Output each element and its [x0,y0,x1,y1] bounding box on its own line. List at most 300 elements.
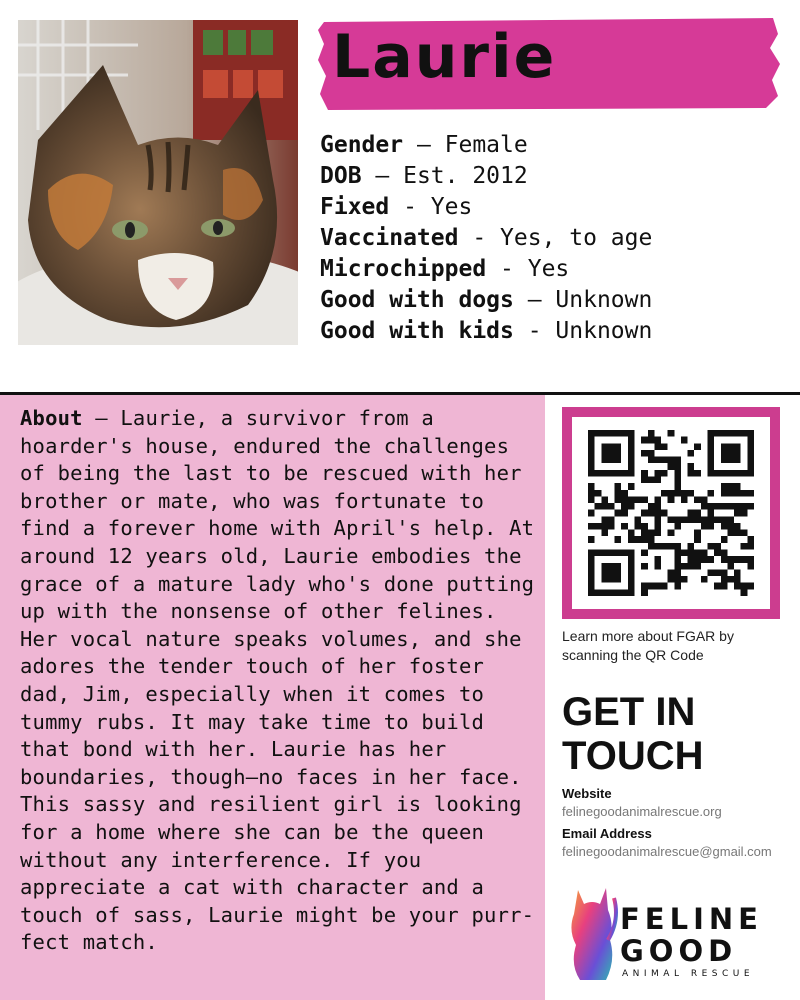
qr-module [661,470,668,477]
qr-module [727,516,734,523]
about-body: Laurie, a survivor from a hoarder's house, endured the challenges of being the last to be rescued with her brother or mate, who was fortunate to find a forever home with April's help. At around 12 years old, Laurie embodies the grace of a mature lady who's done putting up with the nonsense of other felines. Her vocal nature speaks volumes, and she adores the tender touch of her foster dad, Jim, especially when it comes to tummy rubs. It may take time to build that bond with her. Laurie has her boundaries, though—no faces in her face. This sassy and resilient girl is looking for a home where she can be the queen without any interference. If you appreciate a cat with character and a touch of sass, Laurie might be your purr-fect match. [20,406,535,955]
qr-module [694,556,701,563]
qr-module [641,563,648,570]
about-separator: – [82,406,121,430]
qr-module [588,523,595,530]
email-link[interactable]: felinegoodanimalrescue@gmail.com [562,844,772,859]
qr-module [601,569,608,576]
qr-module [601,503,608,510]
qr-module [615,450,622,457]
fact-key: Vaccinated [320,225,459,251]
qr-module [668,576,675,583]
about-label: About [20,406,83,430]
qr-module [601,457,608,464]
qr-module [641,536,648,543]
qr-module [595,503,602,510]
qr-module [634,516,641,523]
qr-module [727,483,734,490]
qr-module [608,503,615,510]
qr-module [588,556,595,563]
qr-module [734,530,741,537]
qr-module [628,463,635,470]
qr-module [641,476,648,483]
qr-module [628,556,635,563]
qr-module [615,470,622,477]
qr-module [668,430,675,437]
qr-module [727,530,734,537]
qr-module [701,503,708,510]
qr-module [668,463,675,470]
fact-key: Good with dogs [320,287,514,313]
qr-module [601,496,608,503]
fact-good-with-kids [320,316,780,347]
qr-module [734,523,741,530]
qr-module [668,543,675,550]
qr-module [608,550,615,557]
qr-module [588,437,595,444]
about-text [20,405,540,957]
qr-module [628,563,635,570]
qr-module [588,569,595,576]
fact-value: Yes [430,194,473,220]
qr-module [701,523,708,530]
qr-module [674,556,681,563]
qr-module [727,450,734,457]
qr-module [694,530,701,537]
qr-module [714,503,721,510]
qr-module [694,536,701,543]
qr-module [721,430,728,437]
qr-module [601,443,608,450]
qr-module [608,569,615,576]
fact-separator: – [361,163,404,189]
qr-module [641,510,648,517]
qr-module [641,589,648,596]
qr-module [694,563,701,570]
qr-module [588,583,595,590]
qr-module [628,483,635,490]
qr-module [701,550,708,557]
qr-module [588,483,595,490]
fact-gender [320,130,780,161]
qr-module [628,437,635,444]
fact-key: Fixed [320,194,390,220]
qr-module [674,563,681,570]
qr-module [708,543,715,550]
qr-module [621,589,628,596]
qr-module [588,457,595,464]
qr-module [721,583,728,590]
fact-fixed [320,192,780,223]
qr-module [648,503,655,510]
qr-module [747,583,754,590]
qr-module [708,569,715,576]
qr-module [608,523,615,530]
qr-module [747,457,754,464]
qr-module [741,530,748,537]
qr-module [734,430,741,437]
qr-module [668,516,675,523]
qr-module [641,583,648,590]
qr-module [721,483,728,490]
qr-module [714,430,721,437]
qr-module [601,450,608,457]
qr-module [608,443,615,450]
qr-module [708,443,715,450]
qr-module [727,490,734,497]
qr-module [694,510,701,517]
qr-module [628,450,635,457]
qr-module [654,543,661,550]
fact-separator: – [403,132,445,158]
qr-module [688,550,695,557]
qr-module [681,576,688,583]
qr-module [741,583,748,590]
qr-module [708,490,715,497]
qr-module [727,457,734,464]
qr-module [694,516,701,523]
qr-module [727,576,734,583]
qr-module [701,516,708,523]
qr-module [654,503,661,510]
heading-line-2: TOUCH [562,734,704,778]
qr-module [608,457,615,464]
qr-module [708,437,715,444]
fact-value: Unknown [555,287,653,313]
qr-module [628,576,635,583]
qr-module [588,490,595,497]
qr-module [741,470,748,477]
qr-module [734,510,741,517]
qr-module [608,516,615,523]
qr-code-icon [588,429,754,597]
qr-module [674,583,681,590]
qr-module [654,476,661,483]
qr-module [588,589,595,596]
qr-module [621,550,628,557]
qr-module [734,576,741,583]
qr-module [708,430,715,437]
fact-dob [320,161,780,192]
fact-separator: - [458,225,501,251]
qr-module [654,516,661,523]
qr-module [615,457,622,464]
qr-module [708,450,715,457]
qr-module [648,450,655,457]
qr-module [674,463,681,470]
qr-module [628,536,635,543]
website-label: Website [562,786,612,801]
qr-module [674,550,681,557]
qr-module [714,470,721,477]
qr-module [714,543,721,550]
qr-module [708,470,715,477]
qr-module [615,483,622,490]
qr-module [747,490,754,497]
qr-module [708,510,715,517]
qr-module [641,550,648,557]
qr-module [747,470,754,477]
qr-module [688,556,695,563]
qr-module [714,583,721,590]
qr-module [708,457,715,464]
qr-module [694,550,701,557]
qr-module [588,536,595,543]
qr-module [588,470,595,477]
qr-module [668,530,675,537]
qr-module [641,470,648,477]
qr-module [674,483,681,490]
qr-module [595,490,602,497]
qr-module [601,563,608,570]
qr-module [747,503,754,510]
qr-module [601,523,608,530]
qr-module [615,430,622,437]
qr-module [681,550,688,557]
qr-module [727,563,734,570]
qr-module [588,443,595,450]
qr-module [588,496,595,503]
fact-key: Gender [320,132,404,158]
qr-module [721,556,728,563]
qr-module [628,443,635,450]
qr-module [628,589,635,596]
qr-module [674,543,681,550]
qr-module [595,523,602,530]
qr-module [674,490,681,497]
qr-module [747,437,754,444]
qr-module [621,503,628,510]
qr-module [681,437,688,444]
qr-module [668,496,675,503]
fact-good-with-dogs [320,285,780,316]
qr-module [648,437,655,444]
qr-module [615,536,622,543]
qr-module [661,457,668,464]
qr-module [654,530,661,537]
qr-module [708,556,715,563]
qr-module [694,470,701,477]
qr-module [615,550,622,557]
qr-module [641,437,648,444]
fact-value: Yes, to age [500,225,653,251]
qr-module [615,443,622,450]
heading-line-1: GET IN [562,690,696,734]
qr-module [628,550,635,557]
qr-module [588,463,595,470]
logo-word-feline: FELINE [620,902,763,936]
qr-module [641,450,648,457]
get-in-touch-heading [562,690,792,778]
qr-module [621,523,628,530]
qr-module [608,563,615,570]
qr-module [734,450,741,457]
fact-separator: - [513,318,556,344]
logo-word-good: GOOD [620,934,738,968]
qr-module [595,550,602,557]
qr-module [588,563,595,570]
qr-module [648,583,655,590]
qr-module [608,576,615,583]
qr-module [621,496,628,503]
qr-module [641,530,648,537]
cat-silhouette-icon [560,880,620,985]
qr-module [628,470,635,477]
qr-module [741,556,748,563]
fact-value: Est. 2012 [403,163,528,189]
qr-module [621,510,628,517]
qr-module [688,463,695,470]
fact-separator: – [513,287,556,313]
qr-module [668,569,675,576]
qr-module [688,510,695,517]
qr-module [734,556,741,563]
cat-name: Laurie [332,22,557,92]
qr-module [681,563,688,570]
qr-module [701,496,708,503]
qr-module [608,589,615,596]
qr-module [741,430,748,437]
qr-module [721,503,728,510]
qr-module [648,530,655,537]
qr-module [721,516,728,523]
qr-module [747,450,754,457]
cat-photo [18,20,298,345]
qr-module [688,543,695,550]
qr-module [601,530,608,537]
qr-module [615,490,622,497]
qr-module [741,510,748,517]
qr-module [721,450,728,457]
qr-module [628,503,635,510]
qr-module [661,510,668,517]
qr-module [588,510,595,517]
qr-module [674,457,681,464]
facts-list [320,130,780,347]
email-label: Email Address [562,826,652,841]
qr-module [721,443,728,450]
qr-module [615,569,622,576]
qr-module [727,523,734,530]
logo-subtitle: ANIMAL RESCUE [622,969,755,979]
qr-module [654,437,661,444]
qr-module [734,569,741,576]
qr-module [654,563,661,570]
qr-module [601,470,608,477]
qr-module [648,510,655,517]
qr-module [661,543,668,550]
name-banner [318,14,780,112]
fact-value: Unknown [555,318,653,344]
qr-module [615,589,622,596]
qr-module [721,470,728,477]
qr-module [681,516,688,523]
qr-module [661,490,668,497]
qr-module [628,583,635,590]
qr-module [654,443,661,450]
qr-module [648,543,655,550]
qr-module [734,583,741,590]
qr-module [621,490,628,497]
qr-module [674,516,681,523]
qr-module [747,556,754,563]
qr-module [588,430,595,437]
fact-key: Good with kids [320,318,514,344]
qr-module [661,583,668,590]
qr-code[interactable] [562,407,780,619]
fact-key: DOB [320,163,362,189]
qr-module [734,503,741,510]
qr-module [654,496,661,503]
qr-module [628,530,635,537]
fact-key: Microchipped [320,256,487,282]
qr-module [721,550,728,557]
qr-module [621,470,628,477]
qr-module [634,536,641,543]
qr-module [674,476,681,483]
qr-module [708,516,715,523]
fact-microchipped [320,254,780,285]
qr-module [734,483,741,490]
qr-module [694,496,701,503]
qr-module [615,576,622,583]
fact-separator: - [389,194,431,220]
qr-module [688,516,695,523]
qr-module [681,490,688,497]
qr-module [588,450,595,457]
qr-module [601,516,608,523]
qr-module [681,496,688,503]
qr-module [595,430,602,437]
qr-module [727,503,734,510]
qr-module [747,543,754,550]
website-link[interactable]: felinegoodanimalrescue.org [562,804,722,819]
qr-module [601,550,608,557]
qr-module [701,576,708,583]
qr-module [648,457,655,464]
qr-module [654,556,661,563]
about-panel [0,395,545,1000]
qr-module [668,457,675,464]
qr-module [708,503,715,510]
fact-separator: - [486,256,528,282]
qr-module [608,430,615,437]
fact-value: Yes [527,256,570,282]
qr-module [654,510,661,517]
feline-good-logo [560,880,795,985]
qr-module [721,576,728,583]
qr-module [688,563,695,570]
qr-module [641,523,648,530]
qr-module [634,496,641,503]
qr-module [727,556,734,563]
qr-module [654,583,661,590]
qr-module [747,463,754,470]
qr-module [601,430,608,437]
qr-module [628,430,635,437]
qr-module [701,556,708,563]
qr-module [747,443,754,450]
qr-module [721,536,728,543]
qr-module [688,470,695,477]
qr-module [727,443,734,450]
qr-module [741,503,748,510]
qr-module [747,536,754,543]
qr-module [721,490,728,497]
qr-module [615,496,622,503]
qr-module [721,569,728,576]
qr-module [621,430,628,437]
